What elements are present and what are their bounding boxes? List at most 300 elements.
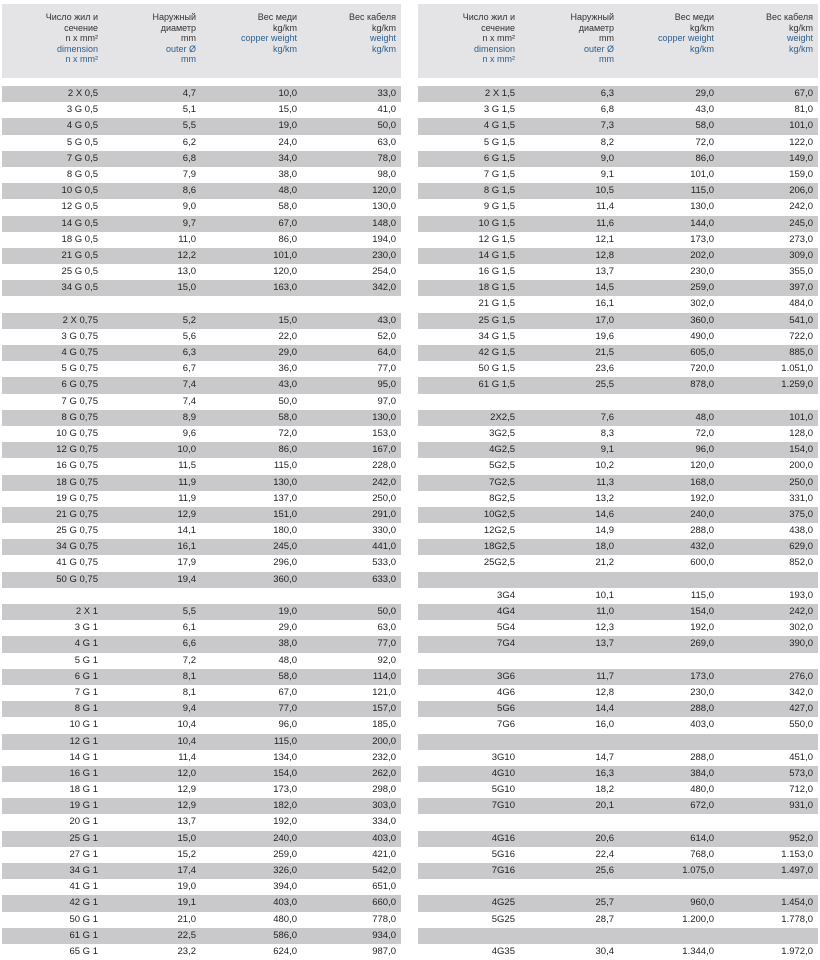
outer-diameter-cell: 12,1	[595, 233, 614, 245]
table-row	[2, 669, 401, 685]
table-row	[418, 507, 818, 523]
outer-diameter-cell: 13,7	[595, 266, 614, 278]
table-row	[2, 572, 401, 588]
dimension-cell: 8 G 1,5	[483, 185, 515, 197]
outer-diameter-cell: 15,0	[177, 832, 196, 844]
dimension-cell: 7 G 1,5	[483, 168, 515, 180]
copper-weight-cell: 115,0	[690, 185, 714, 197]
cable-weight-cell: 120,0	[372, 185, 396, 197]
copper-weight-cell: 202,0	[690, 249, 714, 261]
header-cable-ru-line1: Вес кабеля	[765, 12, 813, 22]
copper-weight-cell: 614,0	[690, 832, 714, 844]
copper-weight-cell: 768,0	[690, 848, 714, 860]
copper-weight-cell: 43,0	[278, 379, 297, 391]
dimension-cell: 25 G 1,5	[478, 314, 515, 326]
table-row	[2, 102, 401, 118]
header-dimension-ru-line3: n x mm²	[65, 33, 98, 44]
outer-diameter-cell: 16,1	[595, 298, 614, 310]
dimension-cell: 2 X 1,5	[484, 88, 515, 99]
copper-weight-cell: 269,0	[690, 638, 714, 650]
outer-diameter-cell: 6,7	[182, 363, 196, 375]
outer-diameter-cell: 12,9	[177, 800, 196, 812]
table-row	[2, 183, 401, 199]
cable-weight-cell: 242,0	[789, 201, 813, 213]
cable-weight-cell: 334,0	[372, 816, 396, 828]
copper-weight-cell: 230,0	[690, 686, 714, 698]
copper-weight-cell: 259,0	[273, 848, 297, 860]
cable-weight-cell: 97,0	[377, 395, 396, 407]
outer-diameter-cell: 17,4	[177, 865, 196, 876]
cable-weight-cell: 541,0	[789, 314, 813, 326]
dimension-cell: 3 G 0,75	[61, 330, 98, 342]
dimension-cell: 61 G 1,5	[478, 379, 515, 391]
cable-weight-cell: 451,0	[789, 751, 813, 763]
table-row	[2, 734, 401, 750]
dimension-cell: 12 G 0,75	[56, 444, 98, 456]
cable-weight-cell: 43,0	[377, 314, 396, 326]
dimension-cell: 2 X 0,75	[62, 314, 98, 326]
outer-diameter-cell: 5,6	[182, 330, 196, 342]
table-row	[2, 539, 401, 555]
outer-diameter-cell: 19,4	[177, 573, 196, 585]
dimension-cell: 25G2,5	[483, 557, 515, 569]
cable-weight-cell: 298,0	[372, 784, 396, 796]
header-diameter-ru-line2: диаметр	[160, 22, 196, 33]
table-row	[2, 377, 401, 393]
outer-diameter-cell: 13,7	[177, 816, 196, 828]
copper-weight-cell: 38,0	[278, 168, 297, 180]
dimension-cell: 2 X 0,5	[67, 88, 98, 99]
outer-diameter-cell: 7,9	[182, 168, 196, 180]
dimension-cell: 4G4	[497, 606, 515, 617]
copper-weight-cell: 29,0	[278, 347, 297, 358]
cable-weight-cell: 149,0	[789, 152, 813, 164]
table-row	[418, 895, 818, 911]
outer-diameter-cell: 5,1	[182, 104, 196, 116]
table-row	[2, 491, 401, 507]
cable-weight-cell: 154,0	[789, 444, 813, 456]
table-row	[2, 216, 401, 232]
copper-weight-cell: 151,0	[273, 508, 297, 520]
header-dimension-en-line1: dimension	[473, 43, 515, 54]
table-row	[418, 750, 818, 766]
cable-weight-cell: 101,0	[789, 120, 813, 132]
table-row	[2, 636, 401, 652]
table-row	[2, 118, 401, 134]
outer-diameter-cell: 10,4	[177, 719, 196, 731]
copper-weight-cell: 144,0	[690, 217, 714, 229]
outer-diameter-cell: 14,6	[595, 508, 614, 520]
table-row	[2, 879, 401, 895]
cable-weight-cell: 33,0	[377, 88, 396, 99]
outer-diameter-cell: 14,5	[595, 282, 614, 294]
cable-weight-cell: 302,0	[789, 622, 813, 634]
outer-diameter-cell: 18,0	[595, 541, 614, 553]
dimension-cell: 21 G 1,5	[478, 298, 515, 310]
dimension-cell: 18G2,5	[483, 541, 515, 553]
header-dimension-en-line1: dimension	[56, 43, 98, 54]
copper-weight-cell: 101,0	[273, 249, 297, 261]
copper-weight-cell: 137,0	[273, 492, 297, 504]
table-row	[2, 135, 401, 151]
outer-diameter-cell: 12,3	[595, 622, 614, 634]
table-row	[418, 151, 818, 167]
table-row	[2, 523, 401, 539]
outer-diameter-cell: 15,0	[177, 282, 196, 294]
table-row	[2, 847, 401, 863]
cable-weight-cell: 250,0	[789, 476, 813, 488]
dimension-cell: 34 G 0,5	[61, 282, 98, 294]
table-row	[2, 507, 401, 523]
outer-diameter-cell: 5,5	[182, 120, 196, 132]
cable-weight-cell: 232,0	[372, 751, 396, 763]
table-row	[2, 394, 401, 410]
table-row	[418, 523, 818, 539]
outer-diameter-cell: 10,0	[177, 444, 196, 456]
cable-weight-cell: 242,0	[372, 476, 396, 488]
outer-diameter-cell: 12,8	[595, 686, 614, 698]
copper-weight-cell: 480,0	[273, 913, 297, 925]
table-row	[418, 102, 818, 118]
table-row	[418, 912, 818, 928]
copper-weight-cell: 134,0	[273, 751, 297, 763]
copper-weight-cell: 432,0	[690, 541, 714, 553]
outer-diameter-cell: 9,0	[182, 201, 196, 213]
table-row	[418, 685, 818, 701]
outer-diameter-cell: 9,0	[600, 152, 614, 164]
copper-weight-cell: 72,0	[695, 427, 714, 439]
outer-diameter-cell: 20,1	[595, 800, 614, 812]
dimension-cell: 10 G 1,5	[478, 217, 515, 229]
dimension-cell: 5G2,5	[489, 460, 515, 472]
table-row	[2, 798, 401, 814]
cable-weight-cell: 573,0	[789, 767, 813, 779]
cable-weight-cell: 67,0	[794, 88, 813, 99]
table-row	[418, 167, 818, 183]
copper-weight-cell: 360,0	[690, 314, 714, 326]
cable-weight-cell: 78,0	[377, 152, 396, 164]
dimension-cell: 8 G 1	[74, 703, 98, 715]
outer-diameter-cell: 23,2	[177, 945, 196, 957]
copper-weight-cell: 240,0	[690, 508, 714, 520]
copper-weight-cell: 34,0	[278, 152, 297, 164]
outer-diameter-cell: 11,5	[178, 460, 196, 472]
cable-weight-cell: 629,0	[789, 541, 813, 553]
header-cable-en-line1: weight	[369, 33, 396, 44]
table-row	[418, 394, 818, 410]
table-row	[418, 604, 818, 620]
cable-weight-cell: 660,0	[372, 897, 396, 909]
outer-diameter-cell: 13,2	[595, 492, 614, 504]
table-row	[418, 555, 818, 571]
cable-weight-cell: 355,0	[789, 266, 813, 278]
cable-weight-cell: 185,0	[372, 719, 396, 731]
left-table-body	[2, 86, 401, 960]
cable-weight-cell: 390,0	[789, 638, 813, 650]
dimension-cell: 16 G 1,5	[478, 266, 515, 278]
cable-weight-cell: 484,0	[789, 298, 813, 310]
header-copper-en-line2: kg/km	[272, 43, 297, 54]
outer-diameter-cell: 25,6	[595, 865, 614, 876]
copper-weight-cell: 15,0	[278, 314, 297, 326]
table-row	[418, 135, 818, 151]
copper-weight-cell: 86,0	[278, 444, 297, 456]
outer-diameter-cell: 17,9	[177, 557, 196, 569]
table-row	[2, 475, 401, 491]
table-row	[2, 863, 401, 879]
header-diameter-en-line2: mm	[599, 54, 614, 65]
cable-weight-cell: 200,0	[372, 735, 396, 747]
copper-weight-cell: 163,0	[273, 282, 297, 294]
cable-weight-cell: 427,0	[789, 703, 813, 715]
copper-weight-cell: 1.075,0	[682, 865, 714, 876]
outer-diameter-cell: 11,4	[178, 751, 196, 763]
outer-diameter-cell: 19,1	[177, 897, 196, 909]
header-diameter-ru-line1: Наружный	[152, 12, 196, 22]
copper-weight-cell: 43,0	[695, 104, 714, 116]
copper-weight-cell: 288,0	[690, 703, 714, 715]
cable-weight-cell: 441,0	[372, 541, 396, 553]
cable-weight-cell: 159,0	[789, 168, 813, 180]
outer-diameter-cell: 28,7	[595, 913, 614, 925]
cable-weight-cell: 303,0	[372, 800, 396, 812]
dimension-cell: 2 X 1	[75, 606, 98, 617]
outer-diameter-cell: 8,2	[600, 136, 614, 148]
cable-weight-cell: 1.497,0	[781, 865, 813, 876]
header-dimension-en-line2: n x mm²	[482, 54, 515, 65]
table-row	[418, 717, 818, 733]
table-row	[418, 734, 818, 750]
cable-weight-cell: 421,0	[372, 848, 396, 860]
copper-weight-cell: 259,0	[690, 282, 714, 294]
left-table	[2, 4, 401, 957]
dimension-cell: 18 G 0,5	[61, 233, 98, 245]
outer-diameter-cell: 22,5	[177, 929, 196, 941]
cable-weight-cell: 254,0	[372, 266, 396, 278]
dimension-cell: 41 G 1	[69, 881, 98, 893]
outer-diameter-cell: 6,8	[182, 152, 196, 164]
copper-weight-cell: 154,0	[690, 606, 714, 617]
dimension-cell: 7 G 0,75	[61, 395, 98, 407]
copper-weight-cell: 173,0	[690, 670, 714, 682]
table-row	[418, 458, 818, 474]
copper-weight-cell: 58,0	[278, 670, 297, 682]
outer-diameter-cell: 7,4	[182, 379, 196, 391]
outer-diameter-cell: 6,6	[182, 638, 196, 650]
cable-weight-cell: 50,0	[377, 606, 396, 617]
dimension-cell: 19 G 1	[69, 800, 98, 812]
copper-weight-cell: 29,0	[278, 622, 297, 634]
outer-diameter-cell: 11,4	[596, 201, 614, 213]
cable-weight-cell: 375,0	[789, 508, 813, 520]
cable-weight-cell: 77,0	[377, 638, 396, 650]
outer-diameter-cell: 9,4	[182, 703, 196, 715]
table-row	[2, 151, 401, 167]
outer-diameter-cell: 14,1	[177, 525, 196, 537]
copper-weight-cell: 173,0	[273, 784, 297, 796]
header-copper-ru-line1: Вес меди	[257, 12, 297, 22]
outer-diameter-cell: 12,9	[177, 508, 196, 520]
outer-diameter-cell: 21,5	[595, 347, 614, 358]
copper-weight-cell: 58,0	[695, 120, 714, 132]
table-row	[418, 847, 818, 863]
dimension-cell: 10 G 0,5	[61, 185, 98, 197]
copper-weight-cell: 192,0	[690, 492, 714, 504]
copper-weight-cell: 67,0	[278, 217, 297, 229]
table-row	[2, 766, 401, 782]
copper-weight-cell: 115,0	[690, 589, 714, 601]
cable-weight-cell: 41,0	[377, 104, 396, 116]
cable-weight-cell: 63,0	[377, 136, 396, 148]
dimension-cell: 5 G 1	[74, 654, 98, 666]
cable-weight-cell: 114,0	[372, 670, 396, 682]
copper-weight-cell: 120,0	[690, 460, 714, 472]
cable-weight-cell: 193,0	[789, 589, 813, 601]
copper-weight-cell: 86,0	[278, 233, 297, 245]
right-table-body	[418, 86, 818, 960]
cable-weight-cell: 931,0	[789, 800, 813, 812]
table-row	[2, 248, 401, 264]
copper-weight-cell: 302,0	[690, 298, 714, 310]
table-row	[418, 232, 818, 248]
header-cable-weight	[2, 12, 396, 54]
cable-weight-cell: 342,0	[372, 282, 396, 294]
outer-diameter-cell: 20,6	[595, 832, 614, 844]
dimension-cell: 5G25	[491, 913, 515, 925]
copper-weight-cell: 960,0	[690, 897, 714, 909]
outer-diameter-cell: 14,9	[595, 525, 614, 537]
outer-diameter-cell: 10,5	[595, 185, 614, 197]
copper-weight-cell: 326,0	[273, 865, 297, 876]
dimension-cell: 3G4	[497, 589, 515, 601]
outer-diameter-cell: 6,3	[600, 88, 614, 99]
dimension-cell: 16 G 0,75	[56, 460, 98, 472]
copper-weight-cell: 245,0	[273, 541, 297, 553]
outer-diameter-cell: 8,1	[182, 686, 196, 698]
dimension-cell: 42 G 1	[69, 897, 98, 909]
table-row	[418, 329, 818, 345]
header-copper-en-line2: kg/km	[689, 43, 714, 54]
dimension-cell: 21 G 0,75	[56, 508, 98, 520]
copper-weight-cell: 130,0	[690, 201, 714, 213]
header-cable-weight	[418, 12, 813, 54]
outer-diameter-cell: 11,7	[596, 670, 614, 682]
header-cable-en-line1: weight	[786, 33, 813, 44]
dimension-cell: 7G16	[491, 865, 515, 876]
outer-diameter-cell: 14,4	[595, 703, 614, 715]
copper-weight-cell: 288,0	[690, 525, 714, 537]
cable-weight-cell: 397,0	[789, 282, 813, 294]
dimension-cell: 65 G 1	[69, 945, 98, 957]
dimension-cell: 4 G 1,5	[483, 120, 515, 132]
cable-weight-cell: 651,0	[372, 881, 396, 893]
dimension-cell: 34 G 1,5	[478, 330, 515, 342]
dimension-cell: 25 G 1	[69, 832, 98, 844]
table-row	[2, 653, 401, 669]
cable-weight-cell: 309,0	[789, 249, 813, 261]
table-row	[418, 361, 818, 377]
cable-weight-cell: 50,0	[377, 120, 396, 132]
copper-weight-cell: 72,0	[278, 427, 297, 439]
outer-diameter-cell: 12,0	[177, 767, 196, 779]
cable-weight-cell: 885,0	[789, 347, 813, 358]
copper-weight-cell: 490,0	[690, 330, 714, 342]
outer-diameter-cell: 25,5	[595, 379, 614, 391]
table-row	[418, 313, 818, 329]
dimension-cell: 20 G 1	[69, 816, 98, 828]
dimension-cell: 16 G 1	[69, 767, 98, 779]
table-row	[2, 313, 401, 329]
table-row	[2, 232, 401, 248]
table-row	[418, 86, 818, 102]
table-row	[418, 653, 818, 669]
copper-weight-cell: 58,0	[278, 411, 297, 423]
dimension-cell: 12 G 1,5	[478, 233, 515, 245]
copper-weight-cell: 296,0	[273, 557, 297, 569]
copper-weight-cell: 154,0	[273, 767, 297, 779]
header-cable-en-line2: kg/km	[788, 43, 813, 54]
table-row	[418, 216, 818, 232]
outer-diameter-cell: 11,9	[178, 476, 196, 488]
dimension-cell: 18 G 1	[69, 784, 98, 796]
table-row	[418, 475, 818, 491]
copper-weight-cell: 230,0	[690, 266, 714, 278]
cable-weight-cell: 712,0	[789, 784, 813, 796]
cable-weight-cell: 121,0	[372, 686, 396, 698]
copper-weight-cell: 115,0	[273, 735, 297, 747]
cable-weight-cell: 128,0	[789, 427, 813, 439]
dimension-cell: 3 G 1,5	[483, 104, 515, 116]
table-row	[418, 377, 818, 393]
copper-weight-cell: 182,0	[273, 800, 297, 812]
header-copper-ru-line1: Вес меди	[674, 12, 714, 22]
table-row	[2, 928, 401, 944]
outer-diameter-cell: 19,0	[177, 881, 196, 893]
header-dimension-ru-line1: Число жил и	[462, 12, 515, 22]
copper-weight-cell: 77,0	[278, 703, 297, 715]
dimension-cell: 6 G 1	[74, 670, 98, 682]
copper-weight-cell: 240,0	[273, 832, 297, 844]
dimension-cell: 14 G 0,5	[61, 217, 98, 229]
copper-weight-cell: 67,0	[278, 686, 297, 698]
outer-diameter-cell: 11,0	[596, 606, 614, 617]
dimension-cell: 10G2,5	[483, 508, 515, 520]
header-diameter-ru-line2: диаметр	[578, 22, 614, 33]
cable-weight-cell: 52,0	[377, 330, 396, 342]
dimension-cell: 8G2,5	[489, 492, 515, 504]
cable-weight-cell: 952,0	[789, 832, 813, 844]
dimension-cell: 10 G 0,75	[56, 427, 98, 439]
copper-weight-cell: 19,0	[278, 606, 297, 617]
dimension-cell: 4G10	[491, 767, 515, 779]
dimension-cell: 12G2,5	[483, 525, 515, 537]
copper-weight-cell: 720,0	[690, 363, 714, 375]
cable-weight-cell: 722,0	[789, 330, 813, 342]
outer-diameter-cell: 7,6	[600, 411, 614, 423]
copper-weight-cell: 1.344,0	[682, 945, 714, 957]
dimension-cell: 5G16	[491, 848, 515, 860]
outer-diameter-cell: 19,6	[595, 330, 614, 342]
table-row	[418, 831, 818, 847]
dimension-cell: 42 G 1,5	[478, 347, 515, 358]
table-row	[418, 280, 818, 296]
header-dimension-en-line2: n x mm²	[65, 54, 98, 65]
outer-diameter-cell: 16,0	[595, 719, 614, 731]
cable-weight-cell: 130,0	[372, 201, 396, 213]
outer-diameter-cell: 11,9	[178, 492, 196, 504]
header-dimension-ru-line1: Число жил и	[45, 12, 98, 22]
copper-weight-cell: 192,0	[690, 622, 714, 634]
